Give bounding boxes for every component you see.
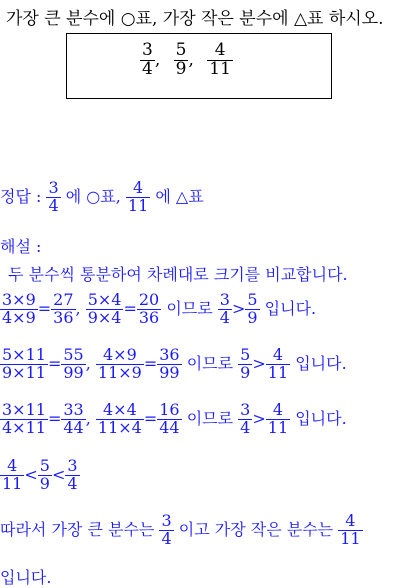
row2-right: $\frac{4}{11}$ [267, 345, 289, 382]
row3-left: $\frac{3}{4}$ [240, 400, 251, 437]
row2-frac-a-eq: $\frac{55}{99}$ [63, 345, 84, 382]
comparison-row-3: $\frac{3\times 11}{4\times 11}$ = $\frac{33}{44}$ , $\frac{4\times 4}{11\times 4}$ = $\frac{16}{44}$ 이므로 $\frac{3}{4}$ > $\frac{4}{11}$ 입니다. [2, 400, 347, 437]
row3-mid: 이므로 [186, 408, 234, 428]
comparison-row-2: $\frac{5\times 11}{9\times 11}$ = $\frac{55}{99}$ , $\frac{4\times 9}{11\times 9}$ = $\frac{36}{99}$ 이므로 $\frac{5}{9}$ > $\frac{4}{11}$ 입니다. [2, 345, 347, 382]
question-text: 가장 큰 분수에 ○표, 가장 작은 분수에 △표 하시오. [6, 9, 384, 29]
order-line: $\frac{4}{11}$ < $\frac{5}{9}$ < $\frac{3}{4}$ [2, 456, 78, 493]
conclusion-frac-1: $\frac{3}{4}$ [161, 511, 172, 548]
conclusion-line [0, 513, 363, 548]
fraction-3: $\frac{4}{11}$ [209, 40, 231, 79]
row1-frac-b-eq: $\frac{20}{36}$ [138, 290, 160, 327]
row1-right: $\frac{5}{9}$ [247, 290, 258, 327]
row2-mid: 이므로 [186, 353, 234, 373]
row1-frac-a: $\frac{3\times 9}{4\times 9}$ [2, 290, 36, 327]
answer-line [0, 180, 204, 215]
answer-label: 정답 : [0, 186, 42, 206]
explanation-label: 해설 : [0, 237, 42, 256]
conclusion-text-2: 이고 가장 작은 분수는 [178, 519, 334, 539]
order-frac-3: $\frac{3}{4}$ [67, 456, 78, 493]
row3-right: $\frac{4}{11}$ [267, 400, 289, 437]
conclusion-text-1: 따라서 가장 큰 분수는 [0, 519, 155, 539]
row3-frac-a: $\frac{3\times 11}{4\times 11}$ [2, 400, 46, 437]
answer-text-2: 에 △표 [155, 186, 204, 206]
row1-left: $\frac{3}{4}$ [219, 290, 230, 327]
answer-fraction-1: $\frac{3}{4}$ [48, 178, 59, 215]
row1-end: 입니다. [264, 298, 317, 318]
row3-frac-a-eq: $\frac{33}{44}$ [63, 400, 84, 437]
row1-mid: 이므로 [166, 298, 213, 318]
row2-left: $\frac{5}{9}$ [240, 345, 251, 382]
row3-end: 입니다. [295, 408, 347, 428]
answer-fraction-2: $\frac{4}{11}$ [127, 178, 149, 215]
row3-frac-b-eq: $\frac{16}{44}$ [159, 400, 180, 437]
row1-frac-a-eq: $\frac{27}{36}$ [53, 290, 74, 327]
conclusion-end: 입니다. [0, 568, 52, 587]
order-frac-1: $\frac{4}{11}$ [2, 456, 23, 493]
fraction-2: $\frac{5}{9}$ [175, 40, 187, 79]
fraction-list: $\frac{3}{4}$ , $\frac{5}{9}$ , $\frac{4}{11}$ [142, 40, 231, 79]
row2-frac-b: $\frac{4\times 9}{11\times 9}$ [97, 345, 142, 382]
answer-text-1: 에 ○표, [65, 186, 121, 206]
explanation-intro: 두 분수씩 통분하여 차례대로 크기를 비교합니다. [8, 265, 348, 284]
row2-end: 입니다. [295, 353, 347, 373]
fraction-1: $\frac{3}{4}$ [142, 40, 153, 79]
row3-frac-b: $\frac{4\times 4}{11\times 4}$ [97, 400, 142, 437]
order-frac-2: $\frac{5}{9}$ [39, 456, 50, 493]
comparison-row-1: $\frac{3\times 9}{4\times 9}$ = $\frac{27}{36}$ , $\frac{5\times 4}{9\times 4}$ = $\frac{20}{36}$ 이므로 $\frac{3}{4}$ > $\frac{5}{9}$ 입니다. [2, 290, 317, 327]
conclusion-frac-2: $\frac{4}{11}$ [340, 511, 361, 548]
row2-frac-b-eq: $\frac{36}{99}$ [159, 345, 180, 382]
row1-frac-b: $\frac{5\times 4}{9\times 4}$ [87, 290, 122, 327]
row2-frac-a: $\frac{5\times 11}{9\times 11}$ [2, 345, 46, 382]
